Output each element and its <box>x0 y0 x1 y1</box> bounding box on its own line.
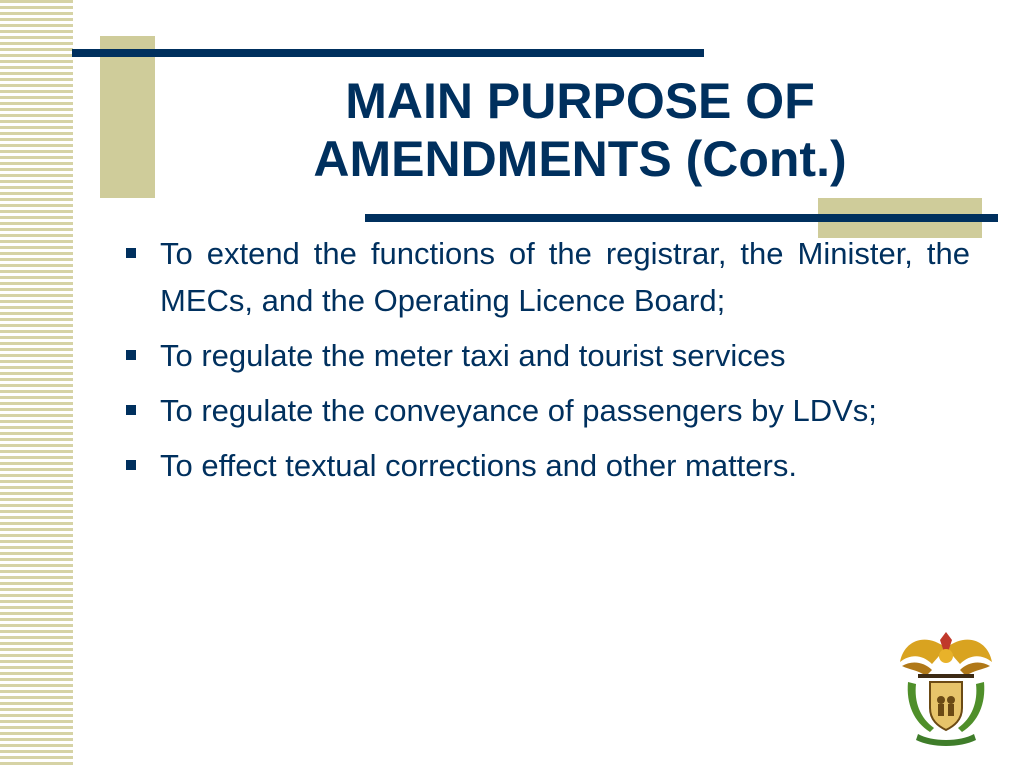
square-bullet-icon <box>126 460 136 470</box>
bullet-item <box>160 230 970 324</box>
bullet-text: To extend the functions of the registrar, the Minister, the MECs, and the Operating Licence Board; <box>160 236 970 318</box>
bullet-text: To regulate the meter taxi and tourist services <box>160 338 786 373</box>
shield-shape <box>930 682 962 730</box>
title-rule-top <box>72 49 704 57</box>
decorative-stripes <box>0 0 73 768</box>
figure-left-body <box>938 704 944 716</box>
right-wing-shape <box>946 640 992 664</box>
right-wing-feathers <box>960 663 990 676</box>
coat-of-arms-icon <box>896 630 996 746</box>
left-wing-shape <box>900 640 946 664</box>
square-bullet-icon <box>126 405 136 415</box>
square-bullet-icon <box>126 350 136 360</box>
bullet-list <box>160 230 970 497</box>
bullet-item <box>160 332 970 379</box>
spear-shape <box>918 674 974 678</box>
square-bullet-icon <box>126 248 136 258</box>
bullet-item <box>160 387 970 434</box>
decorative-block-left <box>100 36 155 198</box>
bullet-item <box>160 442 970 489</box>
figure-right-body <box>948 704 954 716</box>
left-wing-feathers <box>902 663 932 676</box>
bullet-text: To effect textual corrections and other matters. <box>160 448 797 483</box>
title-line-1: MAIN PURPOSE OF <box>345 73 815 129</box>
bullet-text: To regulate the conveyance of passengers by LDVs; <box>160 393 877 428</box>
figure-left <box>937 696 945 704</box>
slide-title <box>190 72 970 188</box>
sun-disc <box>939 649 953 663</box>
title-line-2: AMENDMENTS (Cont.) <box>313 131 847 187</box>
figure-right <box>947 696 955 704</box>
title-rule-bottom <box>365 214 998 222</box>
motto-banner <box>916 734 976 746</box>
